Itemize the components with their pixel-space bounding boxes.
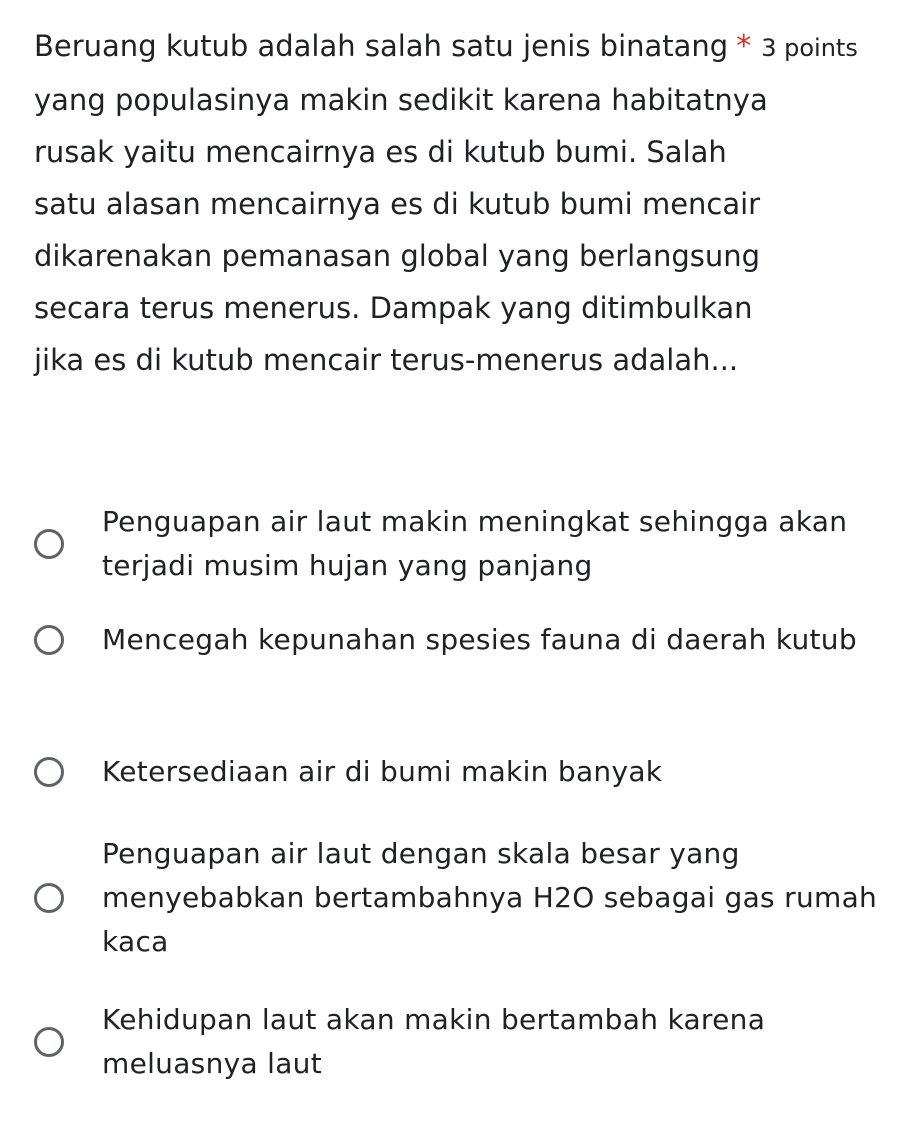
required-asterisk: * [736,29,752,64]
option-label[interactable]: Ketersediaan air di bumi makin banyak [102,755,663,788]
option-label[interactable]: Penguapan air laut dengan skala besar yang menyebabkan bertambahnya H2O sebagai gas rumah kaca [102,837,878,958]
option-label[interactable]: Kehidupan laut akan makin bertambah karena meluasnya laut [102,1003,766,1080]
question-text [34,20,858,386]
radio-button-icon[interactable] [34,529,64,559]
option-3[interactable] [34,750,894,794]
question-body: yang populasinya makin sedikit karena habitatnya rusak yaitu mencairnya es di kutub bumi. Salah satu alasan mencairnya es di kutub bumi mencair dikarenakan pemanasan global yang berlangsung secara terus menerus. Dampak yang ditimbulkan jika es di kutub mencair terus-menerus adalah... [34,83,768,377]
option-5[interactable] [34,998,894,1086]
radio-button-icon[interactable] [34,757,64,787]
option-2[interactable] [34,618,894,662]
question-header-line [34,20,858,74]
option-4[interactable] [34,832,894,964]
question-block [34,20,894,386]
option-label[interactable]: Mencegah kepunahan spesies fauna di daerah kutub [102,623,857,656]
option-label[interactable]: Penguapan air laut makin meningkat sehingga akan terjadi musim hujan yang panjang [102,505,848,582]
points-label: 3 points [761,34,858,62]
radio-button-icon[interactable] [34,625,64,655]
question-title: Beruang kutub adalah salah satu jenis binatang [34,29,729,63]
option-1[interactable] [34,500,894,588]
radio-button-icon[interactable] [34,1027,64,1057]
radio-button-icon[interactable] [34,883,64,913]
